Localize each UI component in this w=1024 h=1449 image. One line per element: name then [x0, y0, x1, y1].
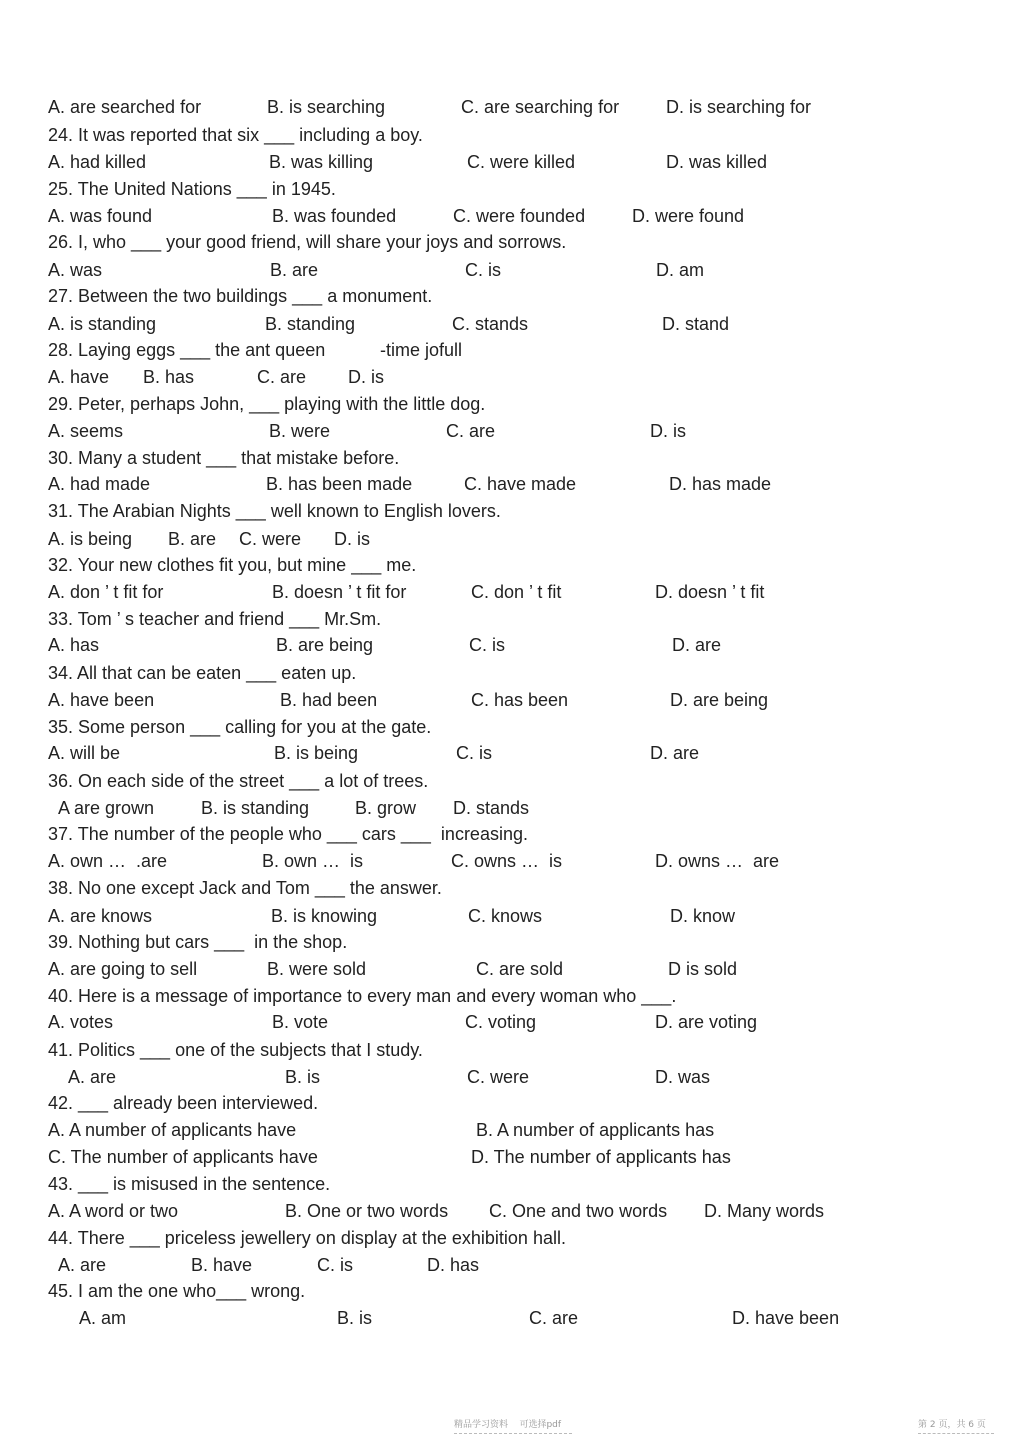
footer-divider: [454, 1433, 572, 1434]
text-line: C. have made: [464, 474, 577, 494]
text-line: C. The number of applicants have: [48, 1147, 318, 1167]
text-line: A. had made: [48, 474, 151, 494]
text-line: A. A word or two: [48, 1201, 179, 1221]
text-line: B. was founded: [272, 206, 397, 226]
text-line: 40. Here is a message of importance to every man and every woman who ___.: [48, 986, 677, 1006]
text-line: A. has: [48, 635, 100, 655]
text-line: B. were sold: [267, 959, 367, 979]
text-line: A. am: [79, 1308, 127, 1328]
text-line: D. are: [672, 635, 722, 655]
text-line: C. are searching for: [461, 97, 620, 117]
text-line: B. One or two words: [285, 1201, 449, 1221]
text-line: -time jofull: [380, 340, 463, 360]
text-line: B. is searching: [267, 97, 386, 117]
text-line: D. were found: [632, 206, 745, 226]
text-line: D. is: [650, 421, 686, 441]
text-line: B. had been: [280, 690, 378, 710]
footer-divider: [918, 1433, 994, 1434]
text-line: 33. Tom ’ s teacher and friend ___ Mr.Sm.: [48, 609, 382, 629]
text-line: 28. Laying eggs ___ the ant queen: [48, 340, 326, 360]
text-line: B. is standing: [201, 798, 310, 818]
text-line: A. was: [48, 260, 103, 280]
text-line: C. owns … is: [451, 851, 563, 871]
text-line: 43. ___ is misused in the sentence.: [48, 1174, 331, 1194]
text-line: A. seems: [48, 421, 124, 441]
text-line: 30. Many a student ___ that mistake before.: [48, 448, 400, 468]
text-line: 29. Peter, perhaps John, ___ playing with the little dog.: [48, 394, 486, 414]
text-line: C. is: [465, 260, 501, 280]
text-line: B. doesn ’ t fit for: [272, 582, 407, 602]
text-line: 24. It was reported that six ___ including a boy.: [48, 125, 423, 145]
text-line: C. stands: [452, 314, 529, 334]
text-line: A. will be: [48, 743, 121, 763]
text-line: B. were: [269, 421, 331, 441]
text-line: D. is: [334, 529, 370, 549]
text-line: 38. No one except Jack and Tom ___ the answer.: [48, 878, 442, 898]
text-line: 45. I am the one who___ wrong.: [48, 1281, 306, 1301]
text-line: C. are: [529, 1308, 579, 1328]
text-line: B. was killing: [269, 152, 374, 172]
text-line: A. was found: [48, 206, 153, 226]
text-line: 27. Between the two buildings ___ a monument.: [48, 286, 433, 306]
text-line: C. One and two words: [489, 1201, 668, 1221]
text-line: C. is: [456, 743, 492, 763]
page-number: 第 2 页，共 6 页: [918, 1420, 986, 1430]
text-line: A. A number of applicants have: [48, 1120, 297, 1140]
text-line: 31. The Arabian Nights ___ well known to English lovers.: [48, 501, 501, 521]
text-line: B. has been made: [266, 474, 413, 494]
text-line: B. is knowing: [271, 906, 378, 926]
text-line: C. were killed: [467, 152, 576, 172]
text-line: B. grow: [355, 798, 417, 818]
text-line: C. has been: [471, 690, 569, 710]
text-line: A. are: [58, 1255, 107, 1275]
text-line: C. is: [317, 1255, 353, 1275]
text-line: B. are: [168, 529, 217, 549]
text-line: D. have been: [732, 1308, 840, 1328]
text-line: B. is being: [274, 743, 359, 763]
text-line: D. Many words: [704, 1201, 825, 1221]
text-line: 39. Nothing but cars ___ in the shop.: [48, 932, 348, 952]
footer-left-text: 精品学习资料 可选择pdf: [454, 1420, 562, 1430]
text-line: D. stand: [662, 314, 730, 334]
text-line: D. has made: [669, 474, 772, 494]
text-line: D. The number of applicants has: [471, 1147, 731, 1167]
text-line: 34. All that can be eaten ___ eaten up.: [48, 663, 357, 683]
text-line: A. is standing: [48, 314, 157, 334]
text-line: C. are: [257, 367, 307, 387]
text-line: D. doesn ’ t fit: [655, 582, 765, 602]
text-line: B. are: [270, 260, 319, 280]
text-line: B. standing: [265, 314, 356, 334]
text-line: A. are searched for: [48, 97, 202, 117]
text-line: A. have been: [48, 690, 155, 710]
text-line: 44. There ___ priceless jewellery on display at the exhibition hall.: [48, 1228, 566, 1248]
text-line: C. were founded: [453, 206, 586, 226]
text-line: D. has: [427, 1255, 480, 1275]
text-line: 42. ___ already been interviewed.: [48, 1093, 319, 1113]
text-line: 35. Some person ___ calling for you at the gate.: [48, 717, 432, 737]
text-line: 25. The United Nations ___ in 1945.: [48, 179, 336, 199]
text-line: 41. Politics ___ one of the subjects that I study.: [48, 1040, 423, 1060]
text-line: B. is: [285, 1067, 321, 1087]
text-line: B. have: [191, 1255, 253, 1275]
text-line: B. has: [143, 367, 195, 387]
text-line: D. are being: [670, 690, 769, 710]
text-line: C. are sold: [476, 959, 564, 979]
text-line: C. were: [467, 1067, 530, 1087]
text-line: B. are being: [276, 635, 374, 655]
text-line: A. votes: [48, 1012, 114, 1032]
text-line: C. is: [469, 635, 505, 655]
text-line: C. knows: [468, 906, 543, 926]
text-line: D. know: [670, 906, 736, 926]
text-line: A. own … .are: [48, 851, 168, 871]
text-line: C. were: [239, 529, 302, 549]
text-line: D. am: [656, 260, 705, 280]
text-line: D. are: [650, 743, 700, 763]
text-line: C. are: [446, 421, 496, 441]
text-line: D. is searching for: [666, 97, 812, 117]
text-line: A. don ’ t fit for: [48, 582, 164, 602]
text-line: D. was: [655, 1067, 711, 1087]
text-line: C. don ’ t fit: [471, 582, 562, 602]
text-line: D. owns … are: [655, 851, 780, 871]
text-line: 26. I, who ___ your good friend, will share your joys and sorrows.: [48, 232, 567, 252]
text-line: D. was killed: [666, 152, 768, 172]
text-line: B. A number of applicants has: [476, 1120, 715, 1140]
text-line: A. are going to sell: [48, 959, 198, 979]
text-line: B. own … is: [262, 851, 364, 871]
text-line: 36. On each side of the street ___ a lot of trees.: [48, 771, 429, 791]
text-line: D. stands: [453, 798, 530, 818]
text-line: A. had killed: [48, 152, 147, 172]
text-line: B. vote: [272, 1012, 329, 1032]
text-line: A are grown: [58, 798, 155, 818]
text-line: D is sold: [668, 959, 738, 979]
text-line: B. is: [337, 1308, 373, 1328]
text-line: 32. Your new clothes fit you, but mine ___ me.: [48, 555, 417, 575]
text-line: 37. The number of the people who ___ cars ___ increasing.: [48, 824, 528, 844]
text-line: D. is: [348, 367, 384, 387]
text-line: D. are voting: [655, 1012, 758, 1032]
text-line: A. are knows: [48, 906, 153, 926]
text-line: A. is being: [48, 529, 133, 549]
text-line: C. voting: [465, 1012, 537, 1032]
text-line: A. are: [68, 1067, 117, 1087]
text-line: A. have: [48, 367, 110, 387]
